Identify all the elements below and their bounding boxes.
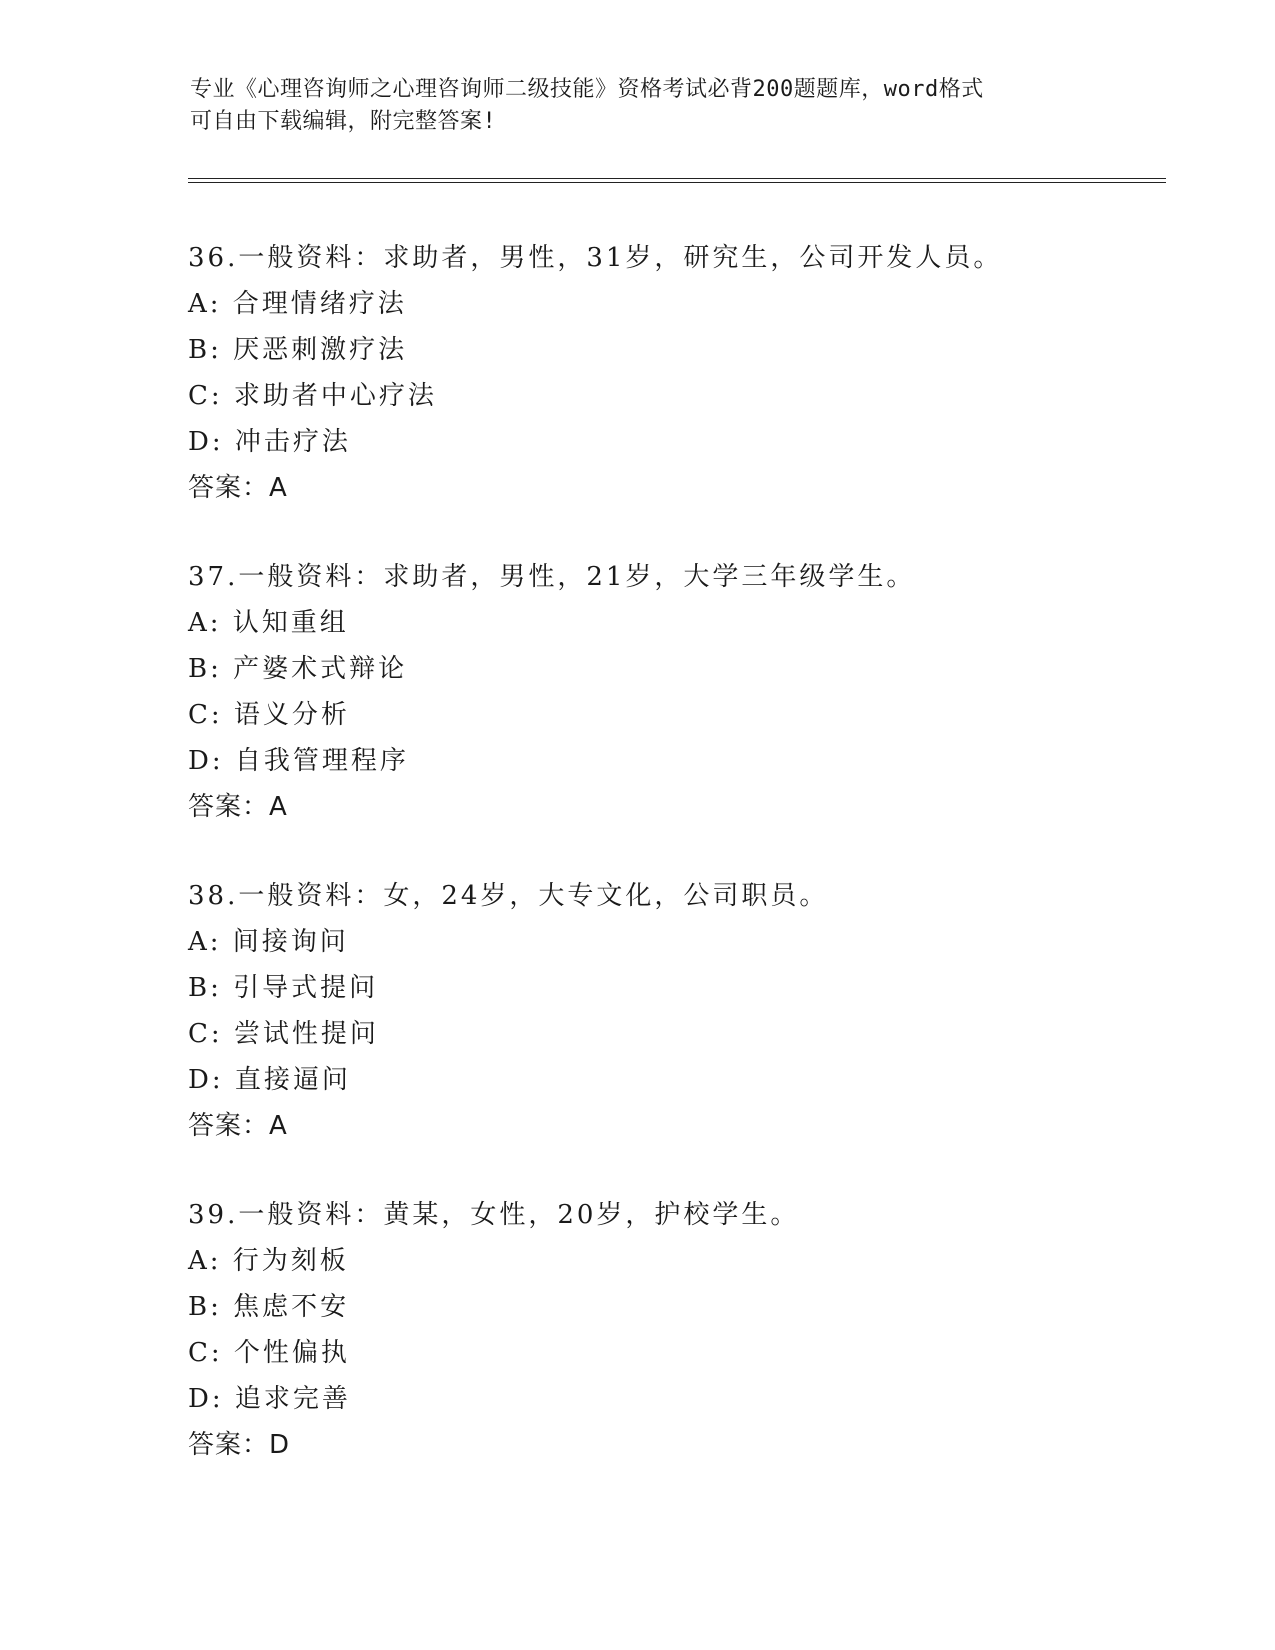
option-b: B: 厌恶刺激疗法 bbox=[188, 335, 408, 365]
answer: 答案：A bbox=[188, 473, 288, 503]
answer: 答案：D bbox=[188, 1430, 291, 1460]
document-header bbox=[190, 74, 1090, 138]
option-c: C: 个性偏执 bbox=[188, 1338, 350, 1368]
option-d: D: 冲击疗法 bbox=[188, 427, 351, 457]
question-36 bbox=[188, 235, 1168, 511]
question-title: 36.一般资料：求助者，男性，31岁，研究生，公司开发人员。 bbox=[188, 243, 1003, 273]
header-line-2: 可自由下载编辑，附完整答案! bbox=[190, 109, 497, 134]
option-c: C: 语义分析 bbox=[188, 700, 350, 730]
option-d: D: 直接逼问 bbox=[188, 1065, 351, 1095]
option-a: A: 认知重组 bbox=[188, 608, 349, 638]
question-37 bbox=[188, 554, 1168, 830]
header-divider bbox=[188, 178, 1166, 183]
option-a: A: 间接询问 bbox=[188, 927, 349, 957]
option-c: C: 尝试性提问 bbox=[188, 1019, 379, 1049]
question-title: 38.一般资料：女，24岁，大专文化，公司职员。 bbox=[188, 881, 829, 911]
header-line-1: 专业《心理咨询师之心理咨询师二级技能》资格考试必背200题题库，word格式 bbox=[190, 77, 984, 102]
option-b: B: 焦虑不安 bbox=[188, 1292, 350, 1322]
option-a: A: 合理情绪疗法 bbox=[188, 289, 407, 319]
question-39 bbox=[188, 1192, 1168, 1468]
option-b: B: 产婆术式辩论 bbox=[188, 654, 408, 684]
option-d: D: 自我管理程序 bbox=[188, 746, 409, 776]
question-38 bbox=[188, 873, 1168, 1149]
option-b: B: 引导式提问 bbox=[188, 973, 379, 1003]
question-title: 37.一般资料：求助者，男性，21岁，大学三年级学生。 bbox=[188, 562, 916, 592]
answer: 答案：A bbox=[188, 792, 288, 822]
question-title: 39.一般资料：黄某，女性，20岁，护校学生。 bbox=[188, 1200, 800, 1230]
question-list bbox=[188, 235, 1168, 1511]
option-a: A: 行为刻板 bbox=[188, 1246, 349, 1276]
answer: 答案：A bbox=[188, 1111, 288, 1141]
option-d: D: 追求完善 bbox=[188, 1384, 351, 1414]
option-c: C: 求助者中心疗法 bbox=[188, 381, 437, 411]
